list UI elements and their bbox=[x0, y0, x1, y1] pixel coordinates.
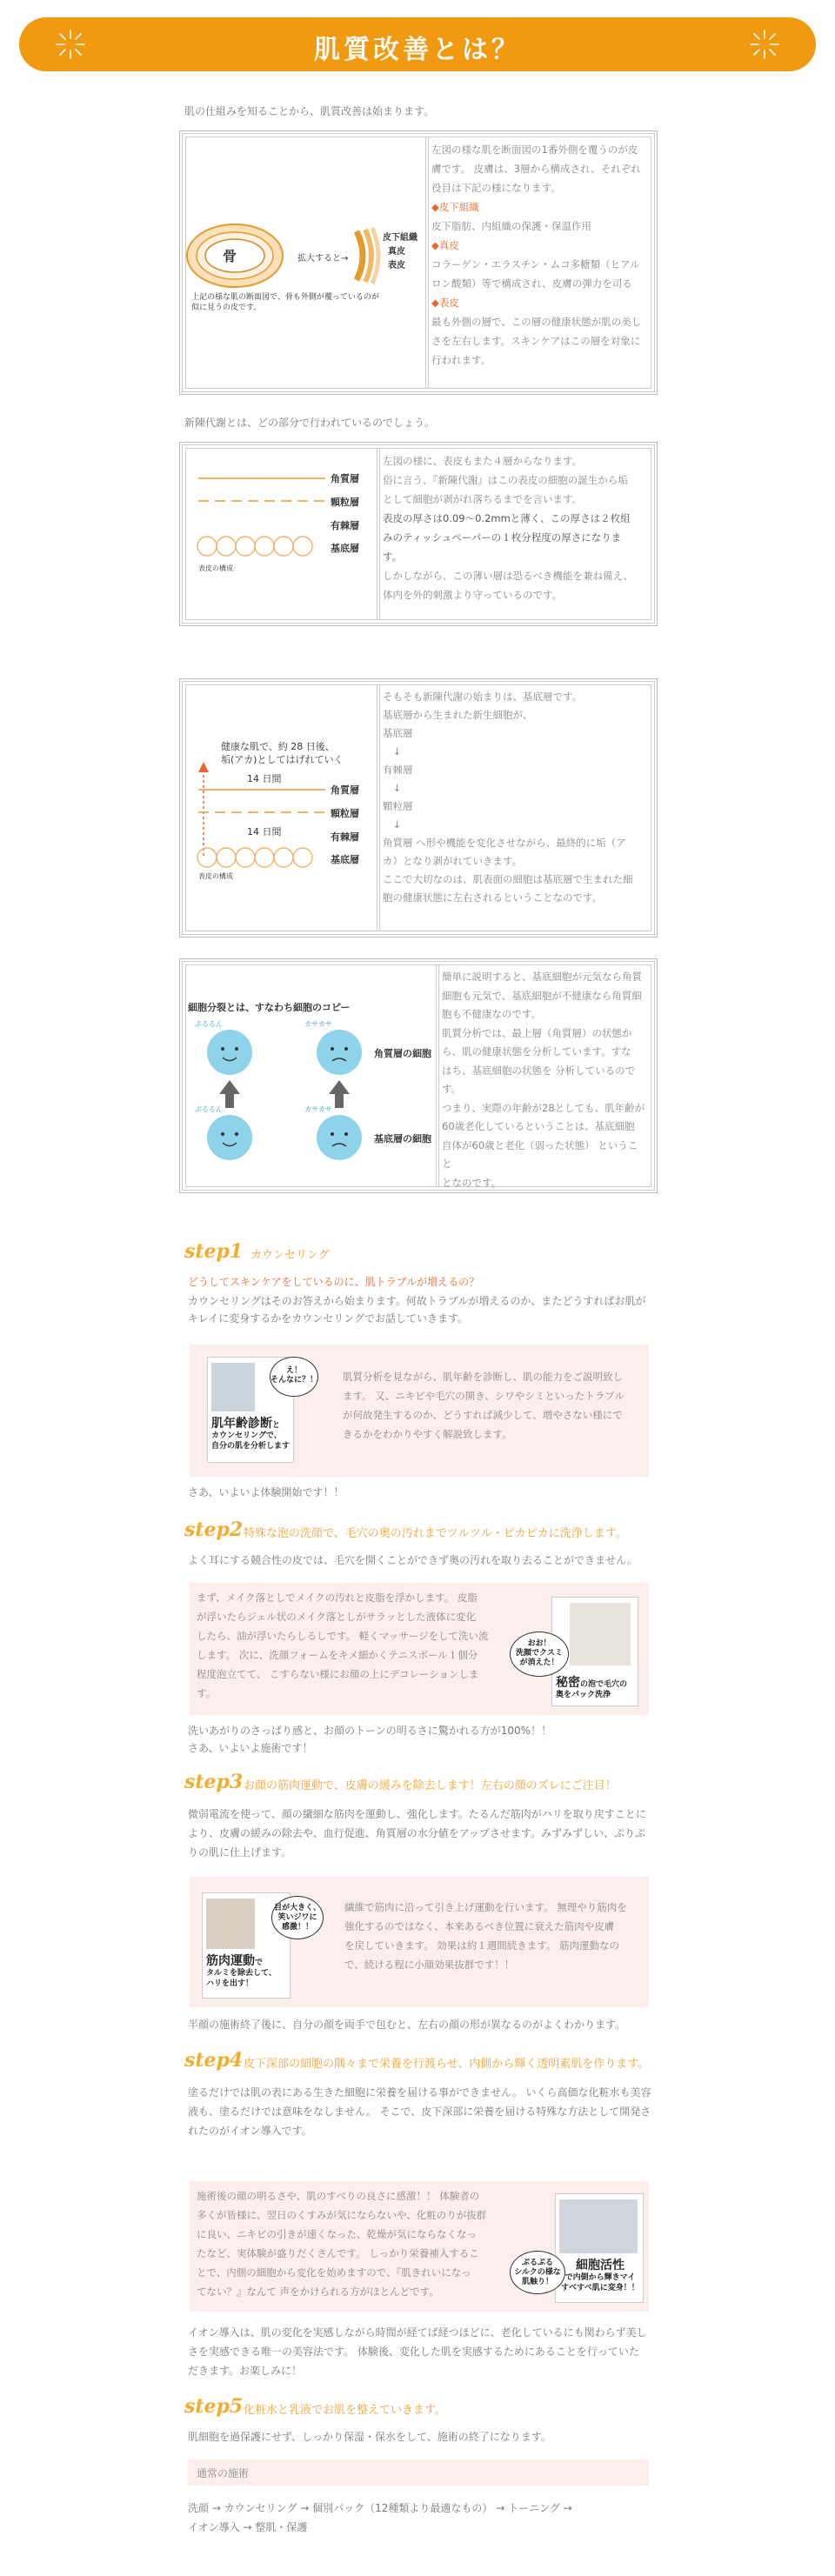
text-line: が何故発生するのか、どうすれば減少して、増やさない様にで bbox=[343, 1409, 623, 1421]
layer-label-stratum-spinosum: 有棘層 bbox=[331, 520, 359, 531]
body-text: れたのがイオン導入です。 bbox=[188, 2125, 312, 2137]
text-line: 表皮の厚さは0.09〜0.2mmと薄く、この厚さは２枚組 bbox=[383, 512, 631, 524]
text-line: 役目は下記の様になります。 bbox=[431, 182, 561, 194]
text-line: ロン酸類）等で構成され、皮膚の弾力を司る bbox=[431, 277, 632, 290]
treatment-flow-heading bbox=[188, 2459, 649, 2486]
photo-caption: 細胞活性 で内側から輝きマイ すべすべ肌に変身！！ bbox=[561, 2259, 639, 2292]
text-line: す。 bbox=[197, 1687, 217, 1699]
ion-box bbox=[190, 2181, 649, 2312]
text-line: 細胞も元気で、基底細胞が不健康なら角質細 bbox=[442, 989, 642, 1002]
body-text: さを実感できる唯一の美容法です。 体験後、変化した肌を実感するためにあることを行っていた bbox=[188, 2346, 639, 2358]
duration-label: 14 日間 bbox=[247, 773, 282, 784]
treatment-flow: 洗顔 → カウンセリング → 個別パック（12種類より最適なもの） → トーニング → bbox=[188, 2502, 572, 2514]
muscle-text bbox=[344, 1898, 627, 1974]
body-text: さあ、いよいよ体験開始です！！ bbox=[188, 1486, 344, 1498]
text-line: 程度泡立てて、 こすらない様にお顔の上にデコレーションしま bbox=[197, 1668, 479, 1680]
speech-bubble: おお！ 洗顔でクスミ が消えた！ bbox=[510, 1632, 569, 1677]
step-title: 皮下深部の細胞の隅々まで栄養を行渡らせ、内側から輝く透明素肌を作ります。 bbox=[244, 2058, 650, 2071]
text-line: 肌質分析を見ながら、肌年齢を診断し、肌の能力をご説明致し bbox=[343, 1371, 623, 1383]
arrow-line: ↓ bbox=[383, 818, 402, 831]
text-line: ここで大切なのは、肌表面の細胞は基底層で生まれた細 bbox=[383, 873, 633, 885]
text-line: 皮下脂肪、内組織の保護・保温作用 bbox=[431, 220, 591, 232]
layer-cell-label: 角質層の細胞 bbox=[374, 1048, 431, 1059]
photo-placeholder bbox=[570, 1603, 631, 1665]
text-line: きるかをわかりやすく解説致します。 bbox=[343, 1428, 512, 1440]
cell-division-text bbox=[436, 964, 651, 1187]
text-line: まず、メイク落としでメイクの汚れと皮脂を浮かします。 皮脂 bbox=[197, 1592, 478, 1604]
cleansing-text bbox=[197, 1588, 489, 1703]
body-text: さあ、いよいよ施術です！ bbox=[188, 1742, 313, 1754]
ion-text bbox=[197, 2186, 486, 2301]
photo-caption: 筋肉運動で タルミを除去して、 ハリを出す！ bbox=[206, 1954, 277, 1988]
body-text: イオン導入は、肌の変化を実感しながら時間が経てば経つほどに、老化しているにも関わらず美し bbox=[188, 2326, 647, 2339]
skin-structure-text bbox=[425, 137, 651, 389]
text-line: 多くが皆様に、翌日のくすみが気にならないや、化粧のりが抜群 bbox=[197, 2209, 487, 2221]
layer-cell-label: 基底層の細胞 bbox=[374, 1133, 431, 1145]
text-line: 体内を外的刺激より守っているのです。 bbox=[383, 589, 563, 601]
text-line: 肌質分析では、最上層（角質層）の状態か bbox=[442, 1026, 632, 1039]
text-line: 基底層から生まれた新生細胞が、 bbox=[383, 709, 533, 721]
intro-text: 新陳代謝とは、どの部分で行われているのでしょう。 bbox=[184, 417, 436, 429]
arrow-line: ↓ bbox=[383, 745, 402, 757]
skin-structure-table bbox=[179, 130, 658, 395]
page-title: 肌質改善とは？ bbox=[314, 35, 521, 65]
cell-state-label: ぷるるん bbox=[195, 1020, 223, 1028]
layer-label-epidermis: 表皮 bbox=[388, 261, 405, 270]
text-line: コラーゲン・エラスチン・ムコ多糖類（ヒアル bbox=[431, 258, 640, 270]
heading-epidermis: ◆表皮 bbox=[431, 297, 459, 309]
body-text: 微弱電流を使って、顔の繊細な筋肉を運動し、強化します。たるんだ筋肉がハリを取り戻すことに bbox=[188, 1808, 646, 1820]
epidermis-layers-table bbox=[179, 442, 658, 626]
text-line: 繊維で筋肉に沿って引き上げ運動を行います。 無理やり筋肉を bbox=[344, 1901, 627, 1913]
text-line: 左図の様に、表皮もまた４層からなります。 bbox=[383, 455, 583, 467]
text-line: 基底層 bbox=[383, 727, 413, 739]
text-line: で、続ける程に小顔効果抜群です！！ bbox=[344, 1959, 515, 1971]
text-line: 施術後の顔の明るさや、肌のすべりの良さに感激！！ 体験者の bbox=[197, 2190, 480, 2202]
intro-text: 肌の仕組みを知ることから、肌質改善は始まります。 bbox=[184, 105, 435, 117]
cell-division-diagram bbox=[185, 964, 439, 1187]
cell-state-label: カサカサ bbox=[304, 1105, 332, 1113]
epidermis-layers-text bbox=[377, 448, 651, 620]
duration-label: 14 日間 bbox=[247, 826, 282, 838]
body-text: りの肌に仕上げます。 bbox=[188, 1846, 292, 1859]
layer-label-stratum-granulosum: 顆粒層 bbox=[331, 808, 359, 819]
text-line: そもそも新陳代謝の始まりは、基底層です。 bbox=[383, 691, 583, 703]
step-number: step1 bbox=[184, 1240, 244, 1263]
text-line: 顆粒層 bbox=[383, 800, 413, 812]
step-title: カウンセリング bbox=[250, 1249, 330, 1262]
text-line: します。 次に、洗顔フォームをキメ細かくテニスボール１個分 bbox=[197, 1649, 478, 1661]
text-line: 俗に言う、『新陳代謝』はこの表皮の細胞の誕生から垢 bbox=[383, 474, 628, 486]
diagram-note: 似に見うの皮です。 bbox=[191, 304, 262, 312]
body-text: よく耳にする競合性の皮では、毛穴を開くことができず奥の汚れを取り去ることができません。 bbox=[188, 1554, 638, 1566]
body-text: キレイに変身するかをカウンセリングでお話していきます。 bbox=[188, 1312, 469, 1325]
text-line: 角質層 へ形や機能を変化させながら、最終的に垢（ア bbox=[383, 837, 626, 849]
treatment-flow: イオン導入 → 整肌・保護 bbox=[188, 2521, 308, 2533]
text-line: 最も外側の層で、この層の健康状態が肌の美し bbox=[431, 316, 642, 328]
text-line: てない？』なんて 声をかけられる方がほとんどです。 bbox=[197, 2286, 439, 2298]
photo-placeholder bbox=[211, 1363, 255, 1411]
step-title: 特殊な泡の洗顔で、毛穴の奥の汚れまでツルツル・ピカピカに洗浄します。 bbox=[244, 1527, 627, 1540]
body-text: 液も、塗るだけでは意味をなしません。 そこで、皮下深部に栄養を届ける特殊な方法として開発さ bbox=[188, 2106, 651, 2118]
text-line: はち、基底細胞の状態を 分析しているので bbox=[442, 1064, 636, 1077]
layer-label-stratum-corneum: 角質層 bbox=[331, 784, 359, 796]
question-text: どうしてスキンケアをしているのに、肌トラブルが増えるの？ bbox=[188, 1276, 480, 1288]
text-line: す。 bbox=[442, 1083, 462, 1095]
text-line: つまり、実際の年齢が28としても、肌年齢が bbox=[442, 1101, 645, 1114]
text-line: 行われます。 bbox=[431, 354, 491, 366]
step-number: step5 bbox=[184, 2395, 244, 2418]
cell-division-table bbox=[179, 958, 658, 1193]
text-line: す。 bbox=[383, 551, 403, 563]
text-line: が浮いたらジェル状のメイク落としがサラッとした液体に変化 bbox=[197, 1611, 477, 1623]
speech-bubble: ぷるぷる シルクの様な 肌触り！ bbox=[510, 2251, 565, 2294]
step-title: お顔の筋肉運動で、皮膚の緩みを除去します！左右の顔のズレにご注目！ bbox=[244, 1779, 617, 1792]
cell-state-label: ぷるるん bbox=[195, 1105, 223, 1113]
zoom-label: 拡大すると→ bbox=[297, 254, 349, 264]
text-line: とで、内側の細胞から変化を始めますので、『肌きれいになっ bbox=[197, 2266, 471, 2279]
photo-caption: 秘密の泡で毛穴の 奥をパック洗浄 bbox=[556, 1676, 628, 1699]
body-text: 半顔の施術終了後に、自分の顔を両手で包むと、左右の顔の形が異なるのがよくわかります。 bbox=[188, 2019, 626, 2031]
step-title: 化粧水と乳液でお肌を整えていきます。 bbox=[244, 2404, 446, 2417]
layer-label-stratum-corneum: 角質層 bbox=[331, 473, 359, 484]
layer-label-stratum-spinosum: 有棘層 bbox=[331, 831, 359, 843]
text-line: したら、油が浮いたらしるしです。 軽くマッサージをして洗い流 bbox=[197, 1630, 489, 1642]
text-line: ます。 又、ニキビや毛穴の開き、シワやシミといったトラブル bbox=[343, 1390, 625, 1402]
step-number: step2 bbox=[184, 1518, 244, 1541]
text-line: たなど、実体験が盛りだくさんです。 しっかり栄養補入するこ bbox=[197, 2247, 479, 2259]
text-line: しかしながら、この薄い層は恐るべき機能を兼ね備え、 bbox=[383, 570, 634, 582]
diagram-heading: 垢(アカ)としてはげれていく bbox=[221, 754, 344, 765]
arrow-line: ↓ bbox=[383, 782, 402, 794]
text-line: に良い、ニキビの引きが速くなった、乾燥が気にならなくなっ bbox=[197, 2228, 477, 2240]
epidermis-layer-diagram bbox=[185, 448, 380, 620]
step-number: step3 bbox=[184, 1771, 244, 1793]
text-line: ら、肌の健康状態を分析しています。すな bbox=[442, 1045, 631, 1058]
turnover-table bbox=[179, 678, 658, 938]
text-line: カ）となり剥がれていきます。 bbox=[383, 855, 523, 867]
speech-bubble: 目が大きく、 笑いジワに 感激！！ bbox=[271, 1896, 324, 1939]
speech-bubble: え！ そんなに？！ bbox=[270, 1357, 318, 1397]
layer-label-dermis: 真皮 bbox=[388, 247, 405, 257]
counseling-box bbox=[190, 1345, 649, 1477]
photo-placeholder bbox=[206, 1899, 255, 1949]
layer-label-stratum-basale: 基底層 bbox=[331, 854, 359, 865]
text-line: 強化するのではなく、本来あるべき位置に衰えた筋肉や皮膚 bbox=[344, 1920, 615, 1932]
layer-label-subcutis: 皮下組織 bbox=[383, 233, 418, 243]
text-line: 有棘層 bbox=[383, 764, 413, 776]
step-number: step4 bbox=[184, 2049, 244, 2072]
diagram-note: 上記の様な肌の断面図で、骨も外側が覆っているのが bbox=[191, 293, 379, 302]
text-line: みのティッシュペーパーの１枚分程度の厚さになりま bbox=[383, 531, 622, 544]
text-line: 胞の健康状態に左右されるということなのです。 bbox=[383, 891, 603, 904]
sparkle-icon bbox=[748, 28, 781, 61]
photo-placeholder bbox=[559, 2199, 638, 2253]
page-header bbox=[19, 17, 816, 71]
body-text: 洗いあがりのさっぱり感と、お顔のトーンの明るさに驚かれる方が100%！！ bbox=[188, 1725, 552, 1737]
text-line: 膚です。 皮膚は、3層から構成され、それぞれ bbox=[431, 163, 641, 175]
diagram-caption: 表皮の構成 bbox=[198, 872, 233, 880]
ion-photo bbox=[555, 2193, 644, 2303]
diagram-title: 細胞分裂とは、すなわち細胞のコピー bbox=[188, 1002, 351, 1013]
layer-label-stratum-basale: 基底層 bbox=[331, 543, 359, 554]
bone-label: 骨 bbox=[223, 248, 237, 264]
text-line: 左図の様な肌を断面図の1番外側を覆うのが皮 bbox=[431, 143, 638, 156]
cell-state-label: カサカサ bbox=[304, 1020, 332, 1028]
heading-subcutis: ◆皮下組織 bbox=[431, 201, 479, 213]
body-text: 肌細胞を過保護にせず、しっかり保湿・保水をして、施術の終了になります。 bbox=[188, 2431, 551, 2443]
diagram-heading: 健康な肌で、約 28 日後、 bbox=[221, 741, 335, 752]
body-text: 塗るだけでは肌の表にある生きた細胞に栄養を届ける事ができません。 いくら高価な化粧水も美容 bbox=[188, 2086, 651, 2099]
text-line: 60歳老化しているということは、基底細胞 bbox=[442, 1120, 635, 1132]
muscle-box bbox=[190, 1877, 649, 2007]
photo-caption: 肌年齢診断と カウンセリングで、 自分の肌を分析します bbox=[211, 1417, 291, 1451]
text-line: となのです。 bbox=[442, 1176, 502, 1189]
heading-dermis: ◆真皮 bbox=[431, 239, 459, 251]
counseling-text bbox=[343, 1367, 625, 1444]
body-text: カウンセリングはそのお答えから始まります。何故トラブルが増えるのか、またどうすればお肌が bbox=[188, 1295, 646, 1307]
text-line: さを左右します。スキンケアはこの層を対象に bbox=[431, 335, 641, 347]
turnover-diagram bbox=[185, 684, 380, 931]
body-text: だきます。お楽しみに！ bbox=[188, 2365, 303, 2377]
text-line: 自体が60歳と老化（弱った状態） ということ bbox=[442, 1138, 638, 1170]
diagram-caption: 表皮の構成 bbox=[198, 564, 233, 572]
flow-heading-text: 通常の施術 bbox=[197, 2467, 250, 2479]
text-line: を戻していきます。 効果は約１週間続きます。 筋肉運動なの bbox=[344, 1939, 619, 1952]
turnover-text bbox=[377, 684, 651, 931]
text-line: 簡単に説明すると、基底細胞が元気なら角質 bbox=[442, 971, 642, 983]
body-text: より、皮膚の緩みの除去や、血行促進、角質層の水分値をアップさせます。みずみずしい、ぷりぷ bbox=[188, 1827, 645, 1839]
layer-label-stratum-granulosum: 顆粒層 bbox=[331, 497, 359, 508]
cleansing-box bbox=[190, 1583, 649, 1715]
skin-cross-section-diagram bbox=[185, 137, 429, 389]
text-line: として細胞が剥がれ落ちるまでを言います。 bbox=[383, 493, 583, 505]
text-line: 胞も不健康なのです。 bbox=[442, 1008, 542, 1020]
